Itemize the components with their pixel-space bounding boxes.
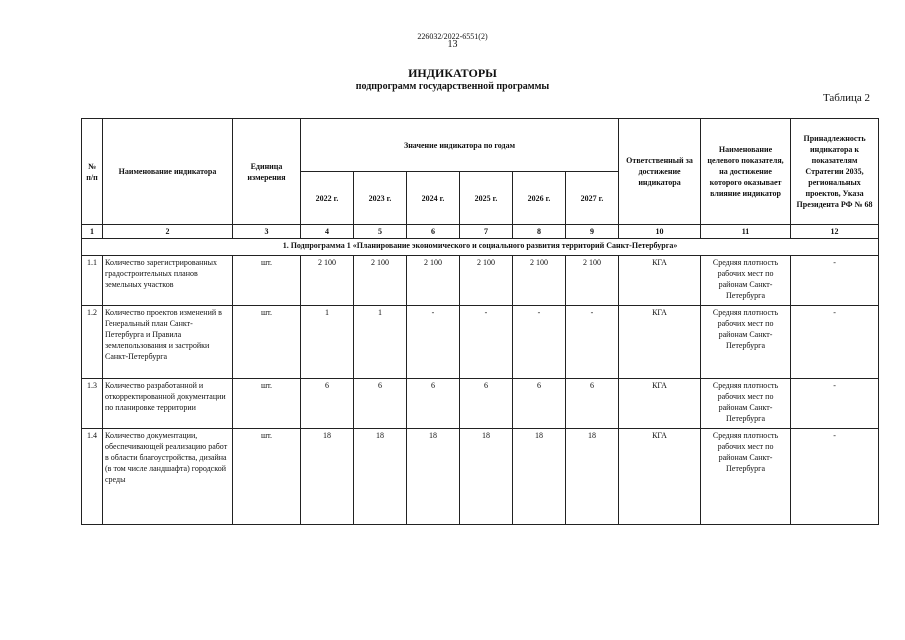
page-subtitle: подпрограмм государственной программы (355, 81, 550, 92)
row-value: 2 100 (407, 256, 460, 306)
row-value: 6 (566, 379, 619, 429)
row-value: 2 100 (566, 256, 619, 306)
table-row (82, 306, 879, 379)
row-responsible: КГА (619, 379, 701, 429)
row-unit: шт. (233, 256, 301, 306)
row-name: Количество проектов изменений в Генеральный план Санкт-Петербурга и Правила землепользования и застройки Санкт-Петербурга (103, 306, 233, 379)
row-value: - (407, 306, 460, 379)
row-value: 2 100 (354, 256, 407, 306)
row-num: 1.3 (82, 379, 103, 429)
row-belonging: - (791, 429, 879, 525)
column-number-row (82, 225, 879, 239)
row-responsible: КГА (619, 256, 701, 306)
page-number: 13 (447, 39, 458, 50)
row-value: 6 (407, 379, 460, 429)
row-value: 2 100 (301, 256, 354, 306)
row-value: 18 (513, 429, 566, 525)
header-year: 2023 г. (354, 172, 407, 225)
page-title: ИНДИКАТОРЫ (408, 66, 497, 80)
header-year: 2026 г. (513, 172, 566, 225)
header-row-top (82, 119, 879, 172)
section-title: 1. Подпрограмма 1 «Планирование экономического и социального развития территорий Санкт-Петербурга» (82, 239, 879, 256)
row-value: 6 (301, 379, 354, 429)
row-value: 18 (460, 429, 513, 525)
row-unit: шт. (233, 429, 301, 525)
row-num: 1.1 (82, 256, 103, 306)
header-year: 2024 г. (407, 172, 460, 225)
row-name: Количество разработанной и откорректированной документации по планировке территории (103, 379, 233, 429)
row-value: - (566, 306, 619, 379)
column-number: 4 (301, 225, 354, 239)
column-number: 10 (619, 225, 701, 239)
column-number: 8 (513, 225, 566, 239)
column-number: 1 (82, 225, 103, 239)
column-number: 7 (460, 225, 513, 239)
column-number: 6 (407, 225, 460, 239)
header-year: 2027 г. (566, 172, 619, 225)
row-target: Средняя плотность рабочих мест по районам Санкт-Петербурга (701, 256, 791, 306)
row-value: 1 (301, 306, 354, 379)
header-values-group: Значение индикатора по годам (301, 119, 619, 172)
table-row (82, 429, 879, 525)
row-num: 1.2 (82, 306, 103, 379)
row-value: - (460, 306, 513, 379)
row-responsible: КГА (619, 429, 701, 525)
row-value: 1 (354, 306, 407, 379)
row-unit: шт. (233, 379, 301, 429)
row-value: 6 (354, 379, 407, 429)
column-number: 2 (103, 225, 233, 239)
row-value: 2 100 (513, 256, 566, 306)
column-number: 5 (354, 225, 407, 239)
row-target: Средняя плотность рабочих мест по районам Санкт-Петербурга (701, 429, 791, 525)
row-value: - (513, 306, 566, 379)
row-value: 18 (354, 429, 407, 525)
row-unit: шт. (233, 306, 301, 379)
header-target: Наименование целевого показателя, на достижение которого оказывает влияние индикатор (701, 119, 791, 225)
row-name: Количество документации, обеспечивающей реализацию работ в области благоустройства, дизайна (в том числе ландшафта) городской среды (103, 429, 233, 525)
column-number: 12 (791, 225, 879, 239)
indicators-table (81, 118, 879, 525)
row-value: 2 100 (460, 256, 513, 306)
table-row (82, 379, 879, 429)
row-value: 6 (460, 379, 513, 429)
header-year: 2025 г. (460, 172, 513, 225)
header-num: № п/п (82, 119, 103, 225)
row-target: Средняя плотность рабочих мест по районам Санкт-Петербурга (701, 306, 791, 379)
row-responsible: КГА (619, 306, 701, 379)
row-value: 18 (301, 429, 354, 525)
header-unit: Единица измерения (233, 119, 301, 225)
row-target: Средняя плотность рабочих мест по районам Санкт-Петербурга (701, 379, 791, 429)
column-number: 3 (233, 225, 301, 239)
row-name: Количество зарегистрированных градостроительных планов земельных участков (103, 256, 233, 306)
header-belonging: Принадлежность индикатора к показателям Стратегии 2035, региональных проектов, Указа Президента РФ № 68 (791, 119, 879, 225)
row-value: 18 (566, 429, 619, 525)
header-responsible: Ответственный за достижение индикатора (619, 119, 701, 225)
table-label: Таблица 2 (822, 92, 870, 104)
header-year: 2022 г. (301, 172, 354, 225)
document-number: 226032/2022-6551(2) (417, 32, 488, 41)
header-name: Наименование индикатора (103, 119, 233, 225)
table-row (82, 256, 879, 306)
row-value: 18 (407, 429, 460, 525)
column-number: 9 (566, 225, 619, 239)
column-number: 11 (701, 225, 791, 239)
row-num: 1.4 (82, 429, 103, 525)
row-value: 6 (513, 379, 566, 429)
row-belonging: - (791, 306, 879, 379)
row-belonging: - (791, 379, 879, 429)
section-row (82, 239, 879, 256)
row-belonging: - (791, 256, 879, 306)
